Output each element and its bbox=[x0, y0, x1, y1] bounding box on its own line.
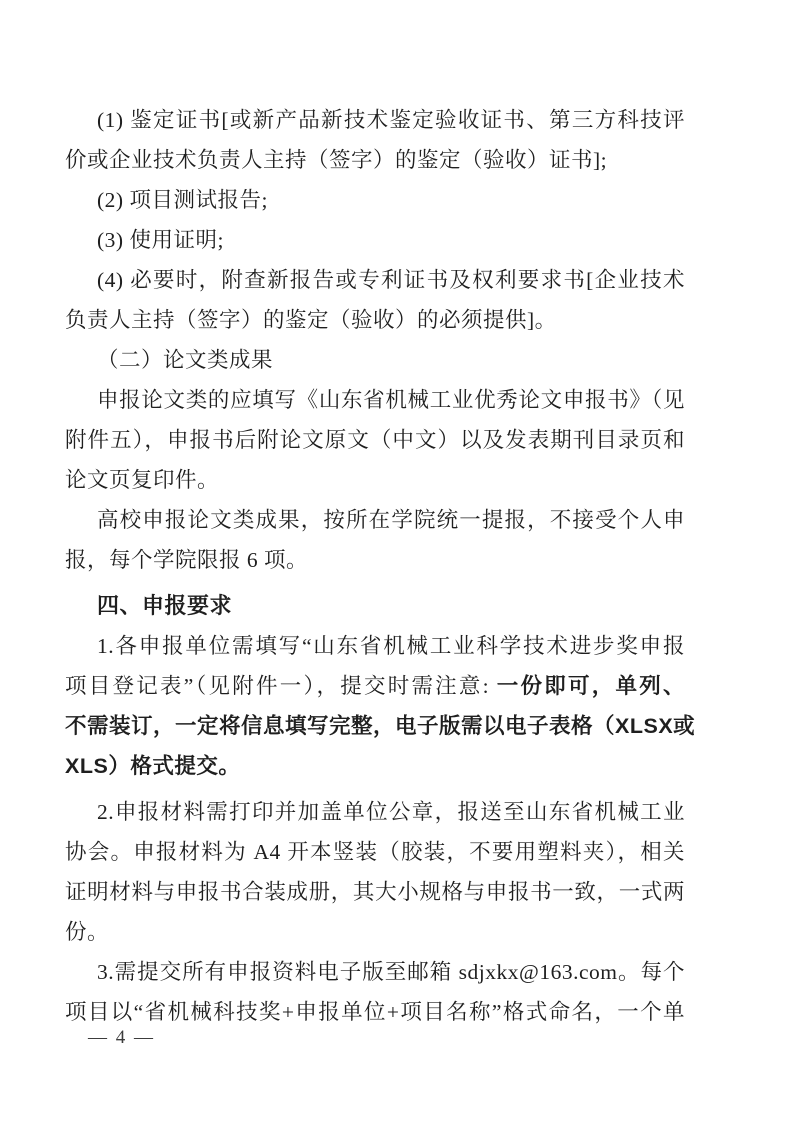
bold-text-segment: 四、申报要求 bbox=[97, 593, 233, 618]
document-body bbox=[65, 100, 696, 1032]
text-segment: (4) 必要时，附查新报告或专利证书及权利要求书[企业技术 bbox=[97, 268, 685, 292]
doc-line-15 bbox=[65, 666, 685, 706]
text-segment: 论文页复印件。 bbox=[65, 468, 220, 492]
bold-text-segment: 一份即可，单列、 bbox=[496, 674, 685, 698]
doc-line-21 bbox=[65, 912, 685, 952]
text-segment: 3.需提交所有申报资料电子版至邮箱 sdjxkx@163.com。每个 bbox=[97, 960, 685, 984]
text-segment: （二）论文类成果 bbox=[97, 348, 274, 372]
doc-line-7 bbox=[65, 340, 685, 380]
doc-line-14 bbox=[65, 626, 685, 666]
doc-line-1 bbox=[65, 100, 685, 140]
doc-line-4 bbox=[65, 220, 685, 260]
doc-line-18 bbox=[65, 792, 685, 832]
text-segment: 项目登记表”（见附件一），提交时需注意: bbox=[65, 674, 497, 698]
doc-line-5 bbox=[65, 260, 685, 300]
text-segment: (3) 使用证明; bbox=[97, 228, 224, 252]
text-segment: (2) 项目测试报告; bbox=[97, 188, 268, 212]
text-segment: 报，每个学院限报 6 项。 bbox=[65, 548, 309, 572]
page-number: — 4 — bbox=[88, 1027, 155, 1048]
doc-line-10 bbox=[65, 460, 685, 500]
text-segment: 高校申报论文类成果，按所在学院统一提报，不接受个人申 bbox=[97, 508, 685, 532]
bold-text-segment: XLS）格式提交。 bbox=[65, 754, 241, 778]
doc-line-8 bbox=[65, 380, 685, 420]
text-segment: 负责人主持（签字）的鉴定（验收）的必须提供]。 bbox=[65, 308, 557, 332]
doc-line-9 bbox=[65, 420, 685, 460]
doc-line-23 bbox=[65, 992, 685, 1032]
doc-line-11 bbox=[65, 500, 685, 540]
doc-line-2 bbox=[65, 140, 685, 180]
text-segment: 项目以“省机械科技奖+申报单位+项目名称”格式命名，一个单 bbox=[65, 1000, 685, 1024]
text-segment: 价或企业技术负责人主持（签字）的鉴定（验收）证书]; bbox=[65, 148, 608, 172]
doc-line-6 bbox=[65, 300, 685, 340]
doc-line-16 bbox=[65, 706, 696, 746]
doc-line-22 bbox=[65, 952, 685, 992]
section-heading bbox=[65, 586, 685, 626]
doc-line-12 bbox=[65, 540, 685, 580]
doc-line-3 bbox=[65, 180, 685, 220]
text-segment: 1.各申报单位需填写“山东省机械工业科学技术进步奖申报 bbox=[97, 634, 685, 658]
text-segment: 附件五），申报书后附论文原文（中文）以及发表期刊目录页和 bbox=[65, 428, 685, 452]
text-segment: 2.申报材料需打印并加盖单位公章，报送至山东省机械工业 bbox=[97, 800, 685, 824]
text-segment: (1) 鉴定证书[或新产品新技术鉴定验收证书、第三方科技评 bbox=[97, 108, 685, 132]
doc-line-19 bbox=[65, 832, 685, 872]
text-segment: 证明材料与申报书合装成册，其大小规格与申报书一致，一式两 bbox=[65, 880, 685, 904]
doc-line-17 bbox=[65, 746, 685, 786]
text-segment: 份。 bbox=[65, 920, 110, 944]
doc-line-20 bbox=[65, 872, 685, 912]
text-segment: 申报论文类的应填写《山东省机械工业优秀论文申报书》（见 bbox=[97, 388, 685, 412]
text-segment: 协会。申报材料为 A4 开本竖装（胶装，不要用塑料夹），相关 bbox=[65, 840, 685, 864]
bold-text-segment: 不需装订，一定将信息填写完整，电子版需以电子表格（XLSX或 bbox=[65, 714, 696, 738]
